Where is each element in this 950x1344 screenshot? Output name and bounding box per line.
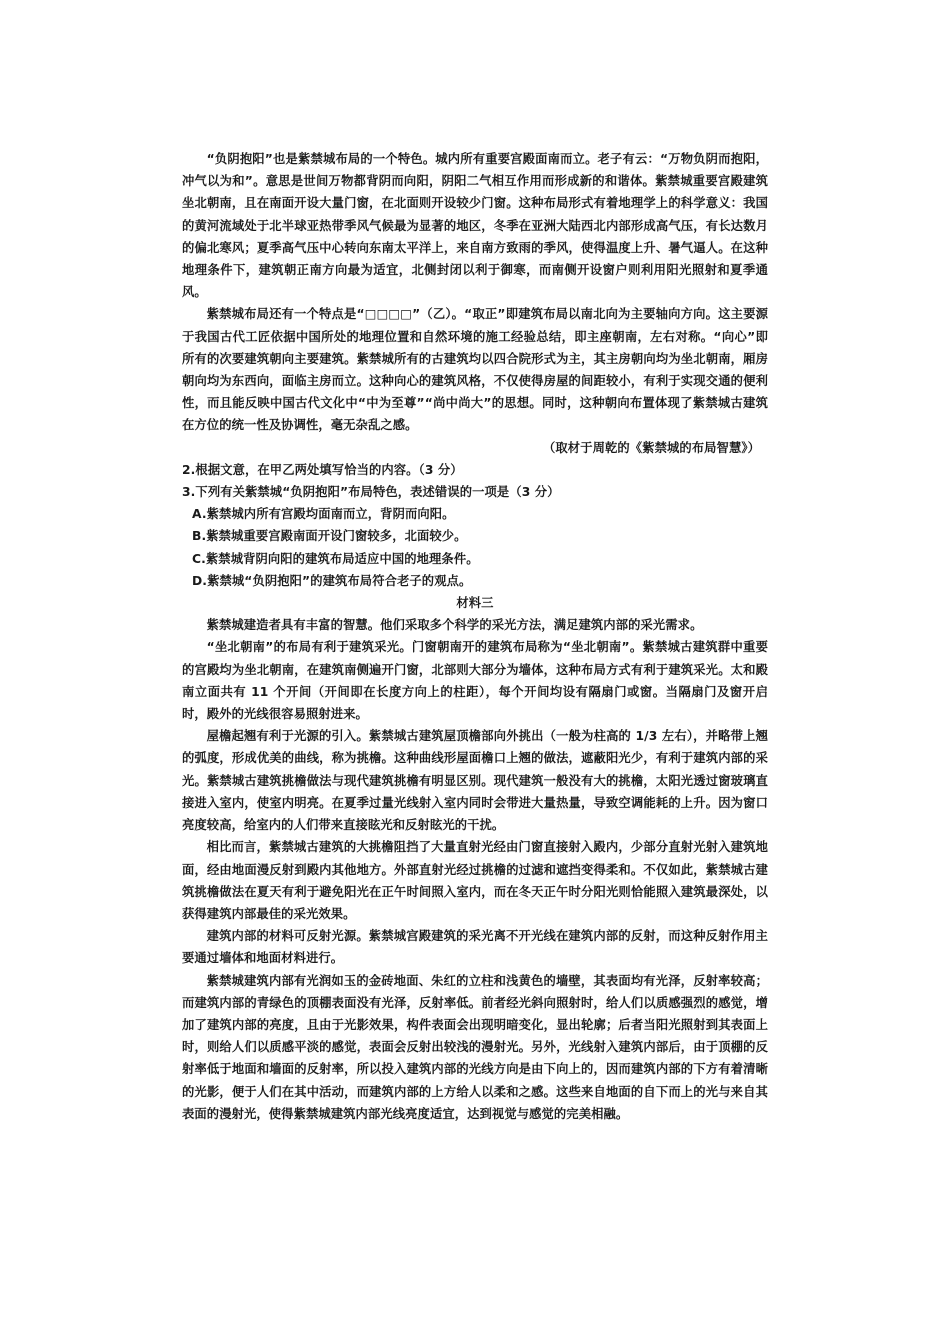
question-3-option-a: A.紫禁城内所有宫殿均面南而立，背阴而向阳。 — [192, 507, 455, 522]
material3-paragraph-3: 屋檐起翘有利于光源的引入。紫禁城古建筑屋顶檐部向外挑出（一般为柱高的 1/3 左右），并略带上翘的弧度，形成优美的曲线，称为挑檐。这种曲线形屋面檐口上翘的做法，遮蔽阳光少，有利于建筑内部的采光。紫禁城古建筑挑檐做法与现代建筑挑檐有明显区别。现代建筑一般没有大的挑檐，太阳光透过窗玻璃直接进入室内，使室内明亮。在夏季过量光线射入室内同时会带进大量热量，导致空调能耗的上升。因为窗口亮度较高，给室内的人们带来直接眩光和反射眩光的干扰。 — [182, 729, 768, 833]
question-3-option-d: D.紫禁城“负阴抱阳”的建筑布局符合老子的观点。 — [192, 573, 472, 588]
material3-paragraph-4: 相比而言，紫禁城古建筑的大挑檐阻挡了大量直射光经由门窗直接射入殿内，少部分直射光射入建筑地面，经由地面漫反射到殿内其他地方。外部直射光经过挑檐的过滤和遮挡变得柔和。不仅如此，紫禁城古建筑挑檐做法在夏天有利于避免阳光在正午时间照入室内，而在冬天正午时分阳光则恰能照入建筑最深处，以获得建筑内部最佳的采光效果。 — [182, 840, 768, 921]
material3-paragraph-5: 建筑内部的材料可反射光源。紫禁城宫殿建筑的采光离不开光线在建筑内部的反射，而这种反射作用主要通过墙体和地面材料进行。 — [182, 929, 768, 966]
material3-paragraph-2: “坐北朝南”的布局有利于建筑采光。门窗朝南开的建筑布局称为“坐北朝南”。紫禁城古建筑群中重要的宫殿均为坐北朝南，在建筑南侧遍开门窗，北部则大部分为墙体，这种布局方式有利于建筑采光。太和殿南立面共有 11 个开间（开间即在长度方向上的柱距），每个开间均设有隔扇门或窗。当隔扇门及窗开启时，殿外的光线很容易照射进来。 — [182, 640, 768, 722]
question-3-option-c: C.紫禁城背阴向阳的建筑布局适应中国的地理条件。 — [192, 551, 479, 566]
question-3: 3.下列有关紫禁城“负阴抱阳”布局特色，表述错误的一项是（3 分） — [182, 485, 560, 500]
material3-paragraph-6: 紫禁城建筑内部有光润如玉的金砖地面、朱红的立柱和浅黄色的墙壁，其表面均有光泽，反射率较高；而建筑内部的青绿色的顶棚表面没有光泽，反射率低。前者经光斜向照射时，给人们以质感强烈的感觉，增加了建筑内部的亮度，且由于光影效果，构件表面会出现明暗变化，显出轮廓；后者当阳光照射到其表面上时，则给人们以质感平淡的感觉，表面会反射出较浅的漫射光。另外，光线射入建筑内部后，由于顶棚的反射率低于地面和墙面的反射率，所以投入建筑内部的光线方向是由下向上的，因而建筑内部的下方有着清晰的光影，便于人们在其中活动，而建筑内部的上方给人以柔和之感。这些来自地面的自下而上的光与来自其表面的漫射光，使得紫禁城建筑内部光线亮度适宜，达到视觉与感觉的完美相融。 — [182, 973, 768, 1121]
question-3-option-b: B.紫禁城重要宫殿南面开设门窗较多，北面较少。 — [192, 529, 467, 544]
source-citation: （取材于周乾的《紫禁城的布局智慧》） — [543, 440, 760, 455]
material2-paragraph-1: “负阴抱阳”也是紫禁城布局的一个特色。城内所有重要宫殿面南而立。老子有云：“万物负阴而抱阳，冲气以为和”。意思是世间万物都背阴而向阳，阴阳二气相互作用而形成新的和谐体。紫禁城重要宫殿建筑坐北朝南，且在南面开设大量门窗，在北面则开设较少门窗。这种布局形式有着地理学上的科学意义：我国的黄河流域处于北半球亚热带季风气候最为显著的地区，冬季在亚洲大陆西北内部形成高气压，有长达数月的偏北寒风；夏季高气压中心转向东南太平洋上，来自南方致雨的季风，使得温度上升、暑气逼人。在这种地理条件下，建筑朝正南方向最为适宜，北侧封闭以利于御寒，而南侧开设窗户则利用阳光照射和夏季通风。 — [182, 152, 768, 300]
question-2: 2.根据文意，在甲乙两处填写恰当的内容。（3 分） — [182, 462, 463, 477]
material2-paragraph-2: 紫禁城布局还有一个特点是“□□□□”（乙）。“取正”即建筑布局以南北向为主要轴向方向。这主要源于我国古代工匠依据中国所处的地理位置和自然环境的施工经验总结，即主座朝南，左右对称。“向心”即所有的次要建筑朝向主要建筑。紫禁城所有的古建筑均以四合院形式为主，其主房朝向均为坐北朝南，厢房朝向均为东西向，面临主房而立。这种向心的建筑风格，不仅使得房屋的间距较小，有利于实现交通的便利性，而且能反映中国古代文化中“中为至尊”“尚中尚大”的思想。同时，这种朝向布置体现了紫禁城古建筑在方位的统一性及协调性，毫无杂乱之感。 — [182, 307, 768, 433]
material3-paragraph-1: 紫禁城建造者具有丰富的智慧。他们采取多个科学的采光方法，满足建筑内部的采光需求。 — [206, 618, 703, 633]
material3-heading: 材料三 — [456, 596, 494, 611]
document-page — [182, 148, 768, 1125]
